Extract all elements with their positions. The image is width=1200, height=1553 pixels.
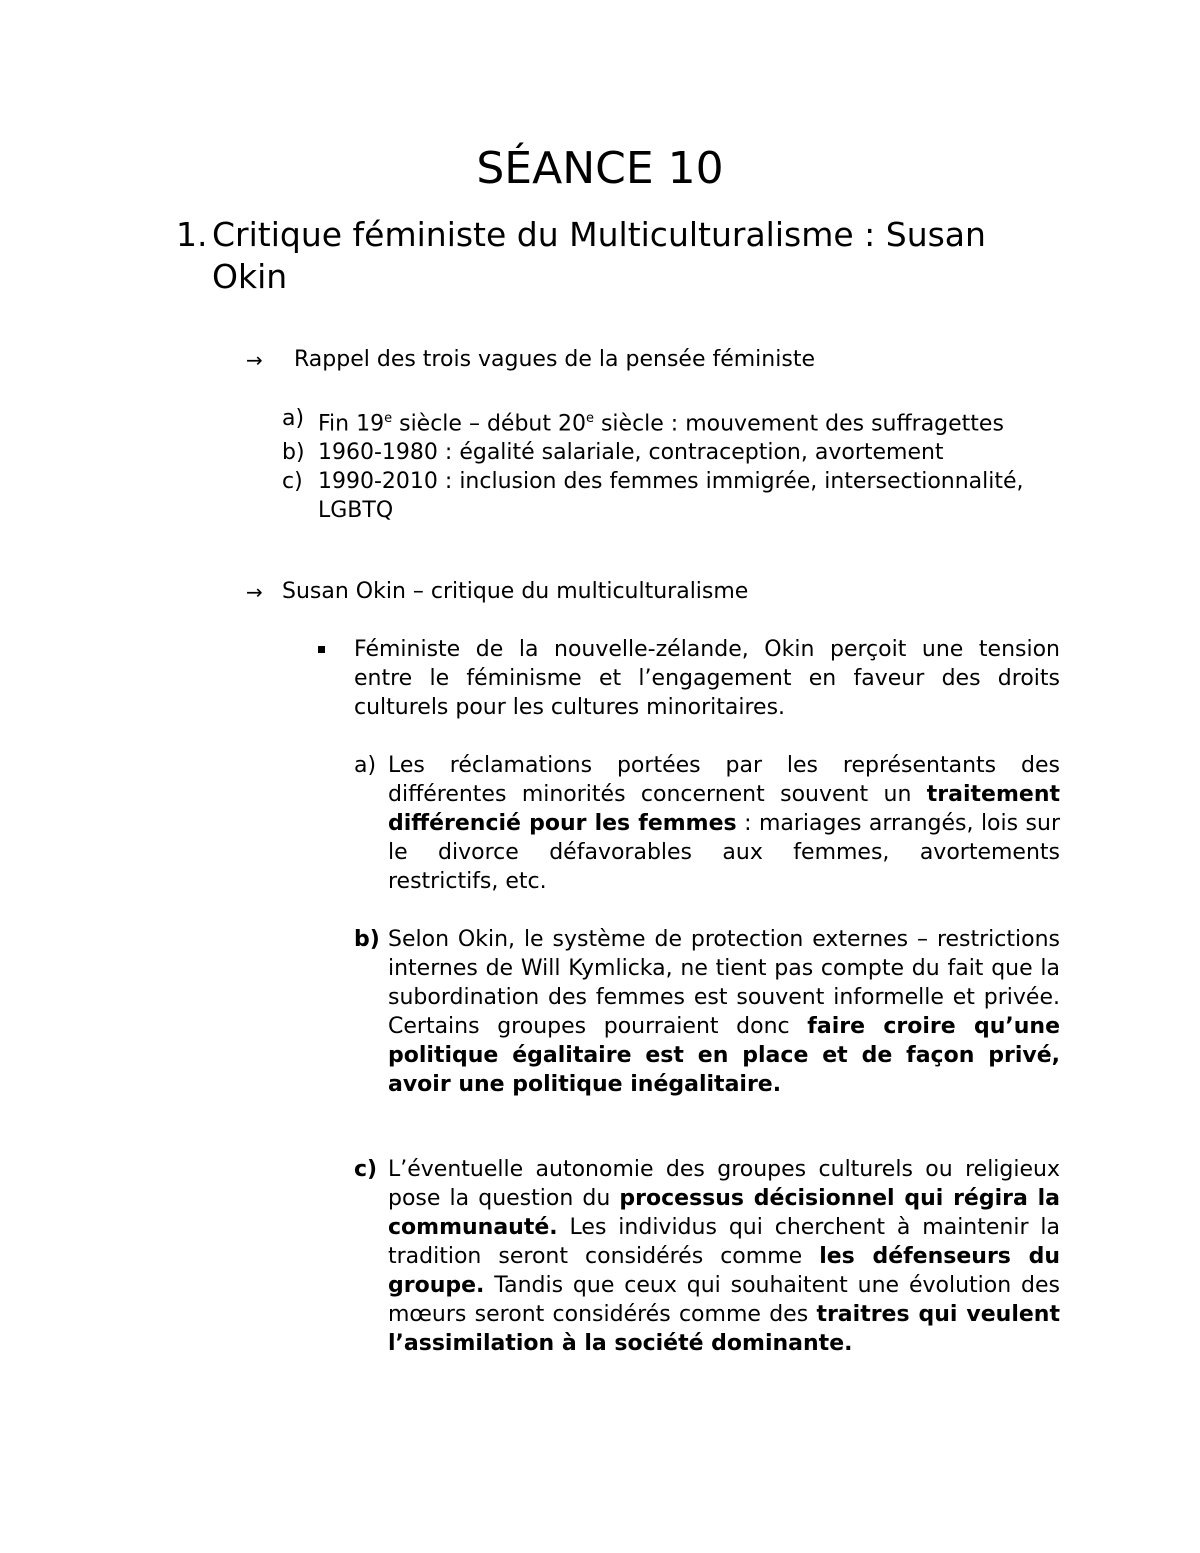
- list-item: a) Fin 19e siècle – début 20e siècle : mouvement des suffragettes: [282, 406, 1004, 437]
- list-marker: b): [354, 927, 380, 952]
- list-marker: a): [282, 406, 305, 431]
- section-number: 1.: [176, 215, 208, 254]
- point-a: a) Les réclamations portées par les représentants des différentes minorités concernent souvent un traitement différencié pour les femmes : mariages arrangés, lois sur le divorce défavorables aux femmes, avortements restrictifs, etc.: [354, 753, 1060, 894]
- list-item: b) 1960-1980 : égalité salariale, contraception, avortement: [282, 440, 944, 466]
- list-marker: c): [282, 469, 303, 495]
- list-marker: b): [282, 440, 305, 466]
- okin-text: Susan Okin – critique du multiculturalisme: [282, 579, 749, 604]
- list-item: c) 1990-2010 : inclusion des femmes immigrée, intersectionnalité, LGBTQ: [282, 469, 1024, 524]
- arrow-icon: →: [246, 348, 263, 372]
- rappel-text: Rappel des trois vagues de la pensée féministe: [294, 347, 815, 372]
- page-title: SÉANCE 10: [476, 143, 724, 194]
- section-title: Critique féministe du Multiculturalisme : Susan Okin: [212, 215, 986, 296]
- waves-list: [282, 404, 1062, 525]
- section-heading: [176, 214, 1056, 298]
- square-bullet-icon: [318, 646, 325, 653]
- list-marker: c): [354, 1157, 378, 1182]
- bullet-item: [318, 635, 1060, 722]
- bullet-text: Féministe de la nouvelle-zélande, Okin perçoit une tension entre le féminisme et l’engagement en faveur des droits culturels pour les cultures minoritaires.: [354, 637, 1060, 720]
- list-marker: a): [354, 753, 377, 778]
- point-b: b) Selon Okin, le système de protection externes – restrictions internes de Will Kymlicka, ne tient pas compte du fait que la subordination des femmes est souvent informelle et privée. Certains groupes pourraient donc faire croire qu’une politique égalitaire est en place et de façon privé, avoir une politique inégalitaire.: [354, 927, 1060, 1097]
- arrow-icon: →: [246, 580, 263, 604]
- point-c: c) L’éventuelle autonomie des groupes culturels ou religieux pose la question du processus décisionnel qui régira la communauté. Les individus qui cherchent à maintenir la tradition seront considérés comme les défenseurs du groupe. Tandis que ceux qui souhaitent une évolution des mœurs seront considérés comme des traitres qui veulent l’assimilation à la société dominante.: [354, 1157, 1061, 1356]
